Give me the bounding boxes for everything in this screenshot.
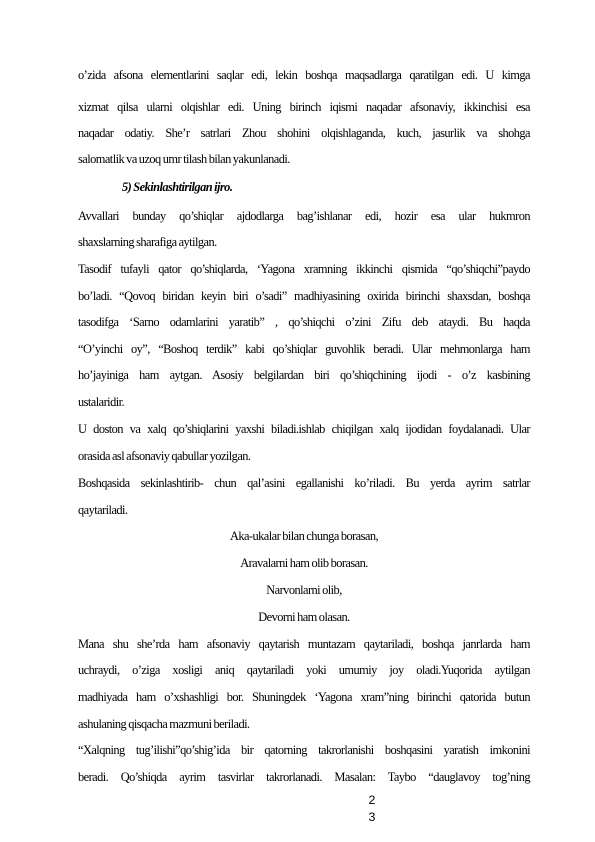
text-line: naqadar odatiy. She’r satrlari Zhou shohini olqishlaganda, kuch, jasurlik va shohga (78, 126, 530, 140)
verse-line: Aka-ukalar bilan chunga borasan, (229, 529, 379, 543)
text-line: “O’yinchi oy”, “Boshoq terdik” kabi qo’shiqlar guvohlik beradi. Ular mehmonlarga ham (78, 342, 530, 356)
text-line: “Xalqning tug’ilishi”qo’shig’ida bir qatorning takrorlanishi boshqasini yaratish imkonini (78, 743, 530, 757)
verse-line: Narvonlarni olib, (266, 583, 342, 597)
text-line: bo’ladi. “Qovoq biridan keyin biri o’sadi” madhiyasining oxirida birinchi shaxsdan, boshqa (78, 289, 530, 303)
text-line: beradi. Qo’shiqda ayrim tasvirlar takrorlanadi. Masalan: Taybo “dauglavoy tog’ning (78, 770, 530, 784)
text-line: madhiyada ham o’xshashligi bor. Shuningdek ‘Yagona xram”ning birinchi qatorida butun (78, 690, 530, 704)
text-line: o’zida afsona elementlarini saqlar edi, lekin boshqa maqsadlarga qaratilgan edi. U kimga (78, 68, 530, 82)
text-line: ashulaning qisqacha mazmuni beriladi. (78, 717, 250, 731)
text-line: xizmat qilsa ularni olqishlar edi. Uning birinch iqismi naqadar afsonaviy, ikkinchisi esa (78, 100, 530, 114)
text-line: U doston va xalq qo’shiqlarini yaxshi biladi.ishlab chiqilgan xalq ijodidan foydalanadi. Ular (78, 422, 530, 436)
text-line: orasida asl afsonaviy qabullar yozilgan. (78, 449, 251, 463)
text-line: Mana shu she’rda ham afsonaviy qaytarish muntazam qaytariladi, boshqa janrlarda ham (78, 637, 530, 651)
document-page (78, 0, 530, 842)
text-line: shaxslarning sharafiga aytilgan. (78, 235, 217, 249)
page-number: 2 (368, 793, 376, 807)
text-line: ustalaridir. (78, 395, 125, 409)
text-line: ho’jayiniga ham aytgan. Asosiy belgilardan biri qo’shiqchining ijodi - o’z kasbining (78, 368, 530, 382)
text-line: uchraydi, o’ziga xosligi aniq qaytariladi yoki umumiy joy oladi.Yuqorida aytilgan (78, 663, 530, 677)
page-number: 3 (368, 810, 376, 824)
text-line: tasodifga ‘Sarno odamlarini yaratib” , qo’shiqchi o’zini Zifu deb ataydi. Bu haqda (78, 315, 530, 329)
verse-line: Devorni ham olasan. (258, 610, 350, 624)
verse-line: Aravalarni ham olib borasan. (240, 556, 368, 570)
text-line: Tasodif tufayli qator qo’shiqlarda, ‘Yagona xramning ikkinchi qismida “qo’shiqchi”paydo (78, 262, 530, 276)
text-line: salomatlik va uzoq umr tilash bilan yakunlanadi. (78, 152, 290, 166)
text-line: Avvallari bunday qo’shiqlar ajdodlarga bag’ishlanar edi, hozir esa ular hukmron (78, 209, 530, 223)
text-line: Boshqasida sekinlashtirib- chun qal’asini egallanishi ko’riladi. Bu yerda ayrim satrlar (78, 476, 530, 490)
text-line: qaytariladi. (78, 503, 128, 517)
section-heading: 5) Sekinlashtirilgan ijro. (122, 180, 233, 194)
